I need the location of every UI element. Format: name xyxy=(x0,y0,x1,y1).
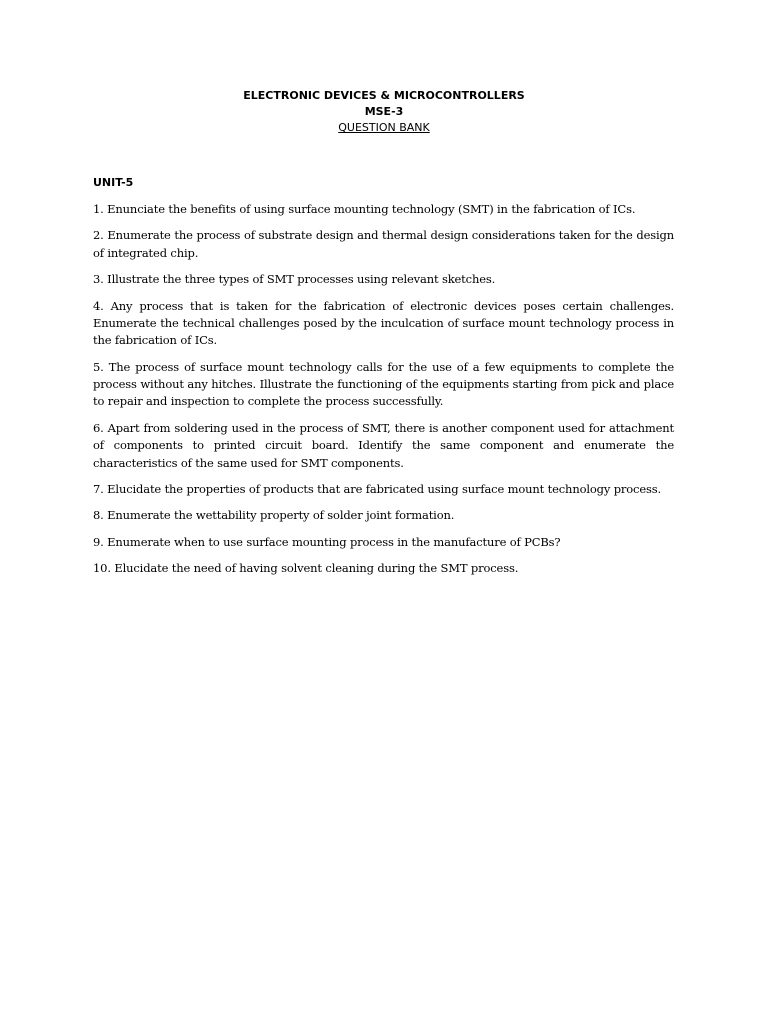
document-header xyxy=(0,88,768,136)
question-item: 5. The process of surface mount technology calls for the use of a few equipments to complete the process without any hitches. Illustrate the functioning of the equipments starting from pick and place to repair and inspection to complete the process successfully. xyxy=(93,359,674,409)
question-item: 1. Enunciate the benefits of using surface mounting technology (SMT) in the fabrication of ICs. xyxy=(93,202,636,216)
question-item: 6. Apart from soldering used in the process of SMT, there is another component used for attachment of components to printed circuit board. Identify the same component and enumerate the characteristics of the same used for SMT components. xyxy=(93,420,674,470)
question-item: 10. Elucidate the need of having solvent cleaning during the SMT process. xyxy=(93,561,519,576)
unit-heading: UNIT-5 xyxy=(93,176,134,189)
question-item: 9. Enumerate when to use surface mounting process in the manufacture of PCBs? xyxy=(93,534,561,549)
exam-label: MSE-3 xyxy=(364,105,404,118)
question-list xyxy=(93,201,674,587)
question-item: 3. Illustrate the three types of SMT processes using relevant sketches. xyxy=(93,272,496,287)
question-item: 2. Enumerate the process of substrate design and thermal design considerations taken for the design of integrated chip. xyxy=(93,228,674,260)
question-item: 7. Elucidate the properties of products that are fabricated using surface mount technology process. xyxy=(93,481,662,496)
question-bank-label: QUESTION BANK xyxy=(338,121,430,134)
question-item: 8. Enumerate the wettability property of solder joint formation. xyxy=(93,508,455,523)
document-title: ELECTRONIC DEVICES & MICROCONTROLLERS xyxy=(243,89,525,102)
question-item: 4. Any process that is taken for the fabrication of electronic devices poses certain challenges. Enumerate the technical challenges posed by the inculcation of surface mount technology process in the fabrication of ICs. xyxy=(93,298,674,348)
